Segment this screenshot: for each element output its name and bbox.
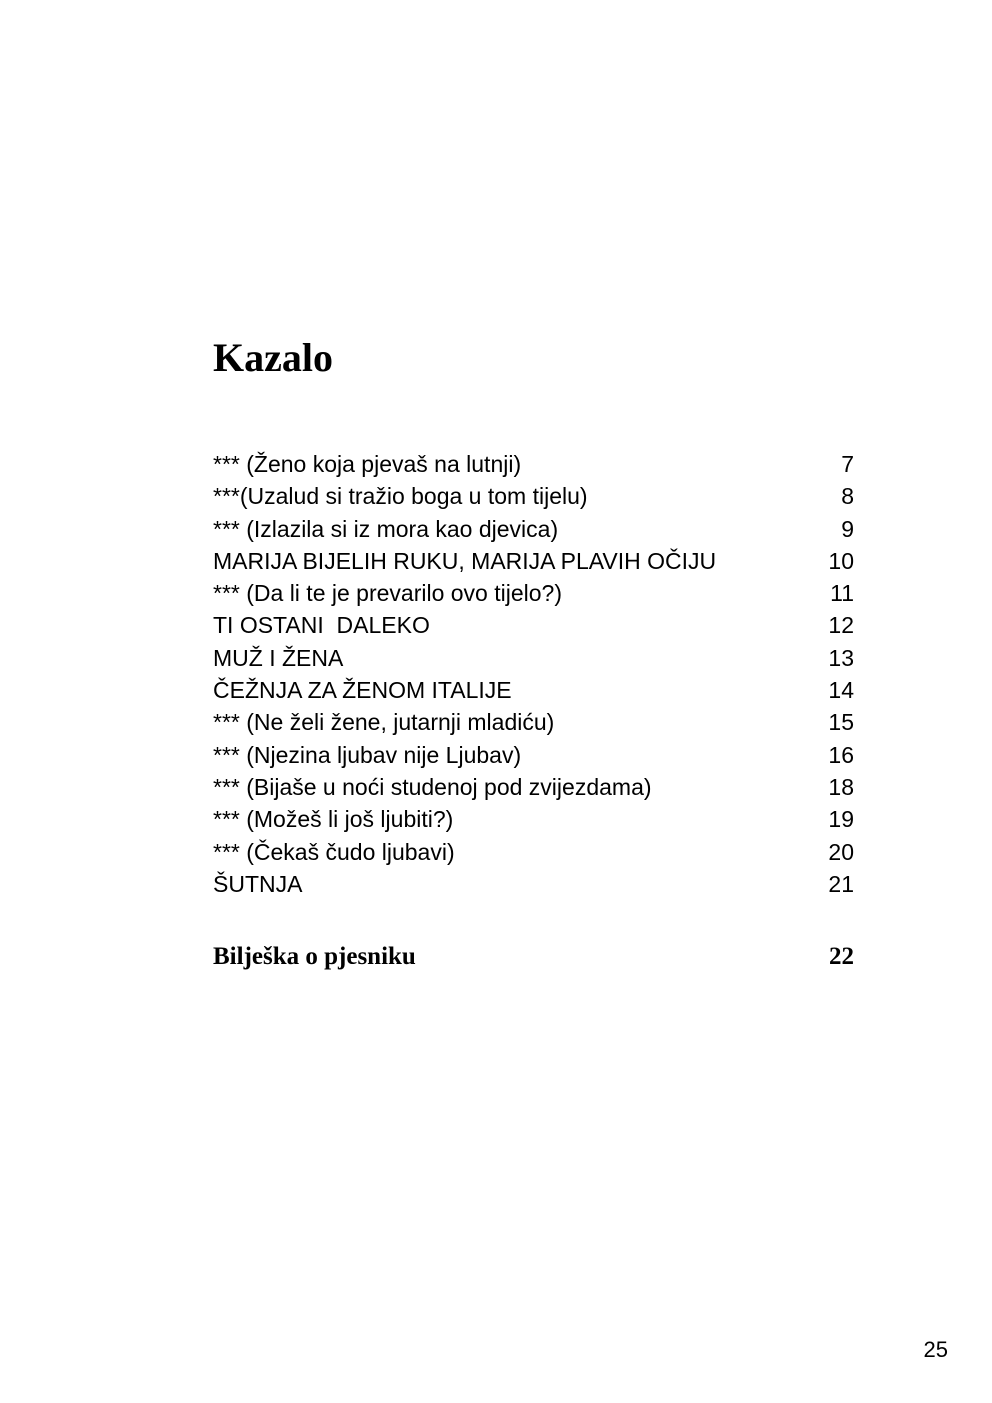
toc-entry[interactable] xyxy=(213,545,854,577)
author-note-page: 22 xyxy=(829,943,854,970)
toc-entry-title: TI OSTANI DALEKO xyxy=(213,612,430,639)
toc-entry-title: *** (Njezina ljubav nije Ljubav) xyxy=(213,741,522,768)
toc-entry-page: 16 xyxy=(828,741,854,768)
toc-entry[interactable] xyxy=(213,771,854,803)
toc-entry[interactable] xyxy=(213,513,854,545)
toc-entry-page: 12 xyxy=(828,612,854,639)
toc-entry-title: *** (Ženo koja pjevaš na lutnji) xyxy=(213,451,522,477)
toc-entry-page: 20 xyxy=(828,838,854,865)
table-of-contents xyxy=(213,448,854,900)
toc-entry-page: 19 xyxy=(828,806,854,833)
toc-entry-title: *** (Čekaš čudo ljubavi) xyxy=(213,838,455,865)
toc-entry-page: 8 xyxy=(841,483,854,510)
toc-entry-title: *** (Možeš li još ljubiti?) xyxy=(213,806,454,833)
toc-entry-page: 15 xyxy=(828,709,854,736)
page-title: Kazalo xyxy=(213,335,333,380)
page-number: 25 xyxy=(923,1337,948,1362)
toc-entry-page: 7 xyxy=(841,451,854,477)
toc-entry-page: 14 xyxy=(828,677,854,704)
toc-entry[interactable] xyxy=(213,480,854,512)
toc-entry[interactable] xyxy=(213,836,854,868)
toc-entry[interactable] xyxy=(213,448,854,480)
toc-entry[interactable] xyxy=(213,706,854,738)
toc-entry[interactable] xyxy=(213,739,854,771)
toc-entry[interactable] xyxy=(213,868,854,900)
toc-entry-title: MARIJA BIJELIH RUKU, MARIJA PLAVIH OČIJU xyxy=(213,547,717,574)
toc-entry-title: *** (Bijaše u noći studenoj pod zvijezdama) xyxy=(213,773,652,800)
toc-entry-page: 21 xyxy=(828,870,854,897)
toc-entry[interactable] xyxy=(213,674,854,706)
toc-entry-page: 18 xyxy=(828,773,854,800)
toc-entry-title: MUŽ I ŽENA xyxy=(213,644,344,671)
toc-entry-title: *** (Da li te je prevarilo ovo tijelo?) xyxy=(213,580,562,607)
toc-entry-page: 13 xyxy=(828,644,854,671)
toc-entry-title: ŠUTNJA xyxy=(213,870,303,897)
toc-entry[interactable] xyxy=(213,642,854,674)
toc-entry[interactable] xyxy=(213,609,854,641)
toc-entry-title: ***(Uzalud si tražio boga u tom tijelu) xyxy=(213,483,588,510)
toc-entry-page: 11 xyxy=(830,580,854,607)
toc-entry-title: *** (Izlazila si iz mora kao djevica) xyxy=(213,515,559,542)
toc-entry[interactable] xyxy=(213,577,854,609)
toc-entry[interactable] xyxy=(213,803,854,835)
author-note-title: Bilješka o pjesniku xyxy=(213,943,416,970)
toc-entry-title: *** (Ne želi žene, jutarnji mladiću) xyxy=(213,709,555,736)
toc-entry-title: ČEŽNJA ZA ŽENOM ITALIJE xyxy=(213,677,512,704)
toc-entry-author-note[interactable] xyxy=(213,937,854,977)
toc-entry-page: 9 xyxy=(841,515,854,542)
toc-entry-page: 10 xyxy=(828,547,854,574)
